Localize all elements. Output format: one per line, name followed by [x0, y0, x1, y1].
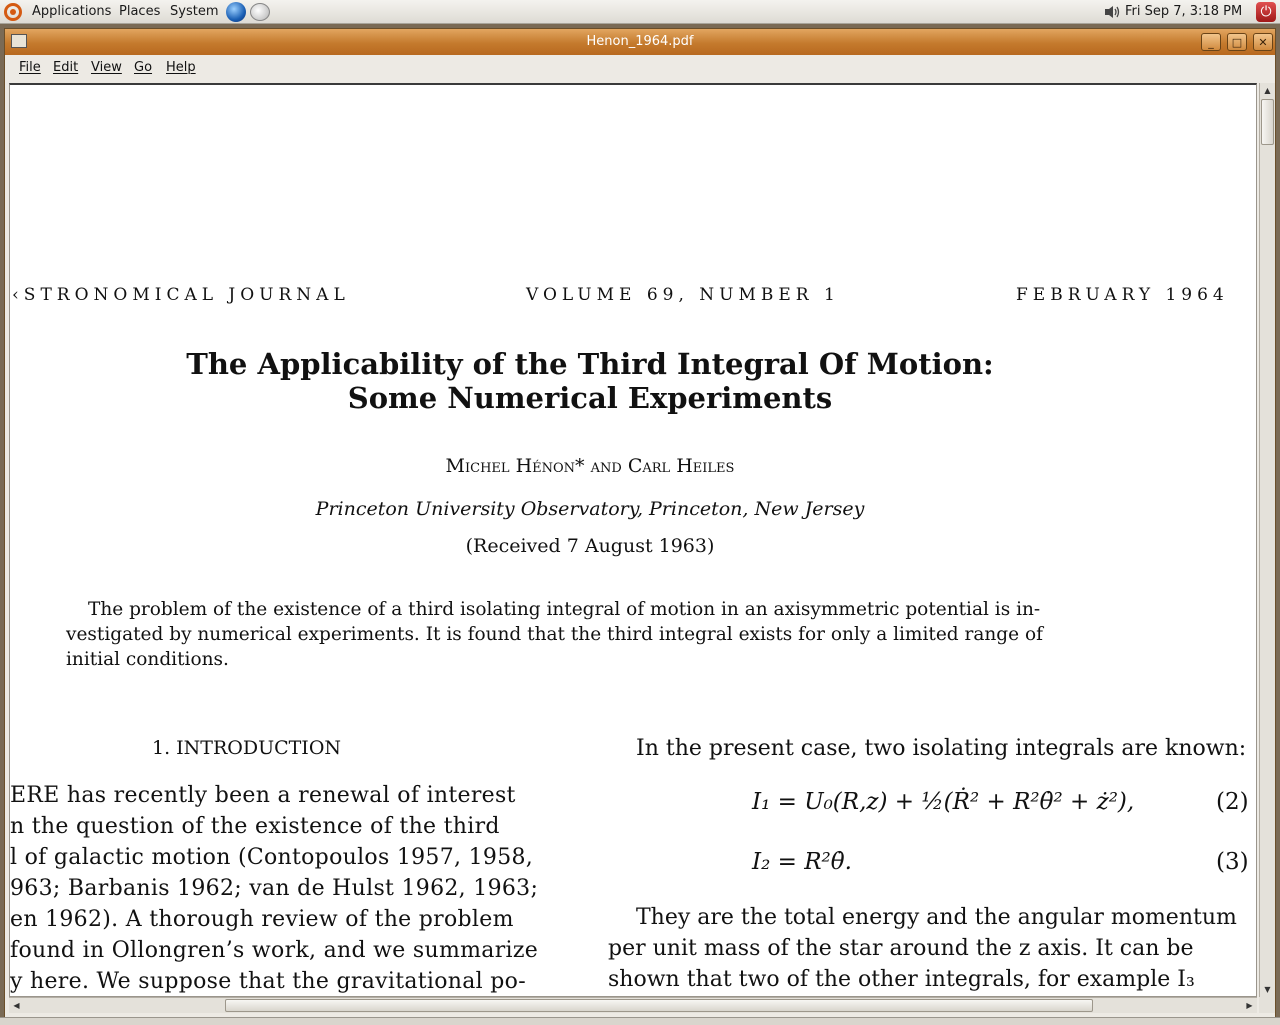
minimize-button[interactable]: _	[1201, 33, 1221, 51]
equation-2-number: (2)	[1216, 789, 1249, 815]
panel-clock[interactable]: Fri Sep 7, 3:18 PM	[1125, 4, 1243, 19]
equation-3: I₂ = R²θ̇.	[752, 849, 852, 875]
equation-3-number: (3)	[1216, 849, 1249, 875]
window-titlebar[interactable]	[5, 29, 1275, 56]
menu-go[interactable]: Go	[134, 60, 153, 75]
body-line: shown that two of the other integrals, for example I₃	[608, 967, 1195, 992]
paper-received-date: (Received 7 August 1963)	[465, 535, 715, 557]
horizontal-scroll-thumb[interactable]	[225, 999, 1093, 1012]
scroll-right-icon[interactable]: ▶	[1246, 1001, 1253, 1010]
power-icon[interactable]: ⏻	[1256, 2, 1276, 22]
horizontal-scrollbar[interactable]	[9, 997, 1257, 1013]
body-line: en 1962). A thorough review of the problem	[10, 907, 514, 932]
vertical-scroll-thumb[interactable]	[1261, 99, 1274, 145]
close-button[interactable]: ✕	[1253, 33, 1273, 51]
paper-title-line-2: Some Numerical Experiments	[347, 381, 833, 415]
menu-file[interactable]: File	[19, 60, 41, 75]
document-viewer-window	[4, 28, 1276, 1024]
body-line: n the question of the existence of the third	[10, 814, 500, 839]
top-panel	[0, 0, 1280, 24]
scrollbar-corner	[1259, 997, 1275, 1013]
section-heading: 1. INTRODUCTION	[152, 737, 342, 759]
body-line: y here. We suppose that the gravitational po-	[10, 969, 526, 994]
equation-2: I₁ = U₀(R,z) + ½(Ṙ² + R²θ̇² + ż²),	[752, 789, 1135, 815]
paper-authors: Michel Hénon* and Carl Heiles	[445, 455, 735, 477]
maximize-button[interactable]: □	[1227, 33, 1247, 51]
vertical-scrollbar[interactable]	[1259, 83, 1275, 997]
web-browser-icon[interactable]	[226, 2, 246, 22]
body-line: 963; Barbanis 1962; van de Hulst 1962, 1963;	[10, 876, 539, 901]
body-line: ERE has recently been a renewal of interest	[10, 783, 516, 808]
body-line: In the present case, two isolating integrals are known:	[636, 736, 1247, 761]
applications-menu[interactable]: Applications	[32, 4, 112, 19]
places-menu[interactable]: Places	[119, 4, 161, 19]
abstract-line: initial conditions.	[66, 649, 229, 670]
menu-view[interactable]: View	[91, 60, 122, 75]
scroll-up-icon[interactable]: ▲	[1264, 86, 1271, 95]
menubar	[5, 55, 1275, 81]
paper-title-line-1: The Applicability of the Third Integral Of Motion:	[186, 347, 994, 381]
body-line: l of galactic motion (Contopoulos 1957, 1958,	[10, 845, 534, 870]
abstract-line: The problem of the existence of a third isolating integral of motion in an axisymmetric potential is in-	[88, 599, 1041, 620]
system-menu[interactable]: System	[170, 4, 219, 19]
running-head-journal: ‹STRONOMICAL JOURNAL	[12, 285, 350, 305]
body-line: found in Ollongren’s work, and we summarize	[10, 938, 539, 963]
document-page[interactable]	[9, 83, 1257, 997]
scroll-down-icon[interactable]: ▼	[1264, 985, 1271, 994]
menu-help[interactable]: Help	[166, 60, 196, 75]
body-line: They are the total energy and the angular momentum	[636, 905, 1237, 930]
ubuntu-logo-icon[interactable]	[4, 3, 22, 21]
mail-client-icon[interactable]	[250, 3, 270, 21]
menu-edit[interactable]: Edit	[53, 60, 79, 75]
paper-affiliation: Princeton University Observatory, Princeton, New Jersey	[315, 498, 865, 520]
scroll-left-icon[interactable]: ◀	[13, 1001, 20, 1010]
body-line: per unit mass of the star around the z axis. It can be	[608, 936, 1194, 961]
abstract-line: vestigated by numerical experiments. It is found that the third integral exists for only a limited range of	[66, 624, 1043, 645]
window-title: Henon_1964.pdf	[586, 34, 694, 49]
running-head-volume: VOLUME 69, NUMBER 1	[526, 285, 840, 305]
volume-icon[interactable]	[1104, 5, 1120, 19]
running-head-date: FEBRUARY 1964	[1016, 285, 1229, 305]
